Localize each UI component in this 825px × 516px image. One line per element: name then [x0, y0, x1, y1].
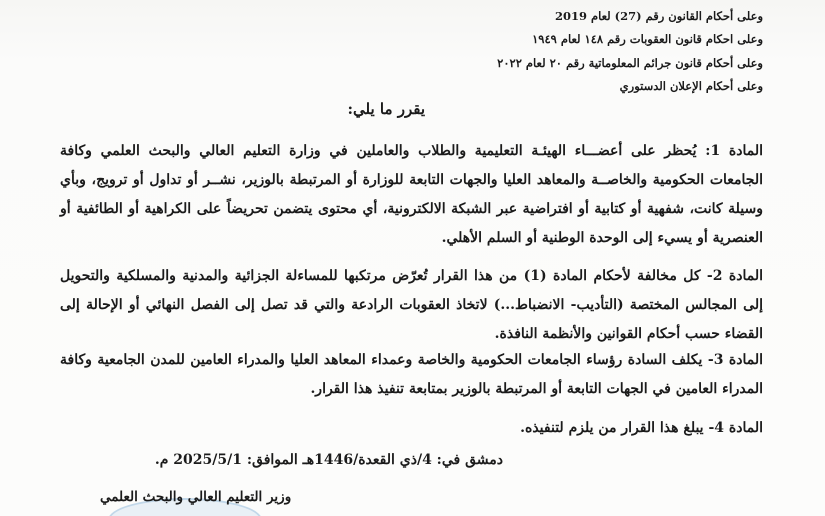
minister-title: وزير التعليم العالي والبحث العلمي — [100, 489, 292, 505]
article-1 — [60, 137, 763, 253]
article-label: المادة 1: — [705, 143, 763, 159]
decision-heading: يقرر ما يلي: — [347, 100, 425, 118]
article-label: المادة 2- — [706, 268, 763, 284]
article-3 — [60, 346, 763, 404]
article-text: يُحظر على أعضـــاء الهيئـة التعليمية والطلاب والعاملين في وزارة التعليم العالي والبحث العلمي وكافة الجامعات الحكومية والخاصــة والمعاهد العليا والجهات التابعة للوزارة أو المرتبطة بالوزير، نشــر أو تداول أو ترويج، وبأي وسيلة كانت، شفهية أو كتابية أو افتراضية عبر الشبكة الالكترونية، أي محتوى يتضمن تحريضاً على الكراهية أو الطائفية أو العنصرية أو يسيء إلى الوحدة الوطنية أو السلم الأهلي. — [60, 143, 763, 246]
date-line: دمشق في: 4/ذي القعدة/1446هـ الموافق: 2025/5/1 م. — [154, 452, 503, 468]
article-4 — [60, 414, 763, 443]
article-text: كل مخالفة لأحكام المادة (1) من هذا القرار تُعرّض مرتكبها للمساءلة الجزائية والمدنية والمسلكية والتحويل إلى المجالس المختصة (التأديب- الانضباط...) لاتخاذ العقوبات الرادعة والتي قد تصل إلى الفصل النهائي أو الإحالة إلى القضاء حسب أحكام القوانين والأنظمة النافذة. — [60, 268, 763, 342]
article-2 — [60, 262, 763, 349]
article-text: يبلغ هذا القرار من يلزم لتنفيذه. — [520, 420, 704, 436]
article-label: المادة 3- — [707, 352, 763, 368]
article-label: المادة 4- — [708, 420, 763, 436]
consideration-line: وعلى أحكام القانون رقم (27) لعام 2019 — [554, 9, 763, 23]
consideration-line: وعلى أحكام قانون جرائم المعلوماتية رقم ٢٠ لعام ٢٠٢٢ — [497, 56, 763, 70]
consideration-line: وعلى احكام قانون العقوبات رقم ١٤٨ لعام ١٩٤٩ — [532, 32, 763, 46]
consideration-line: وعلى أحكام الإعلان الدستوري — [619, 79, 763, 93]
article-text: يكلف السادة رؤساء الجامعات الحكومية والخاصة وعمداء المعاهد العليا والمدراء العامين للمدن الجامعية وكافة المدراء العامين في الجهات التابعة أو المرتبطة بالوزير بمتابعة تنفيذ هذا القرار. — [60, 352, 763, 397]
